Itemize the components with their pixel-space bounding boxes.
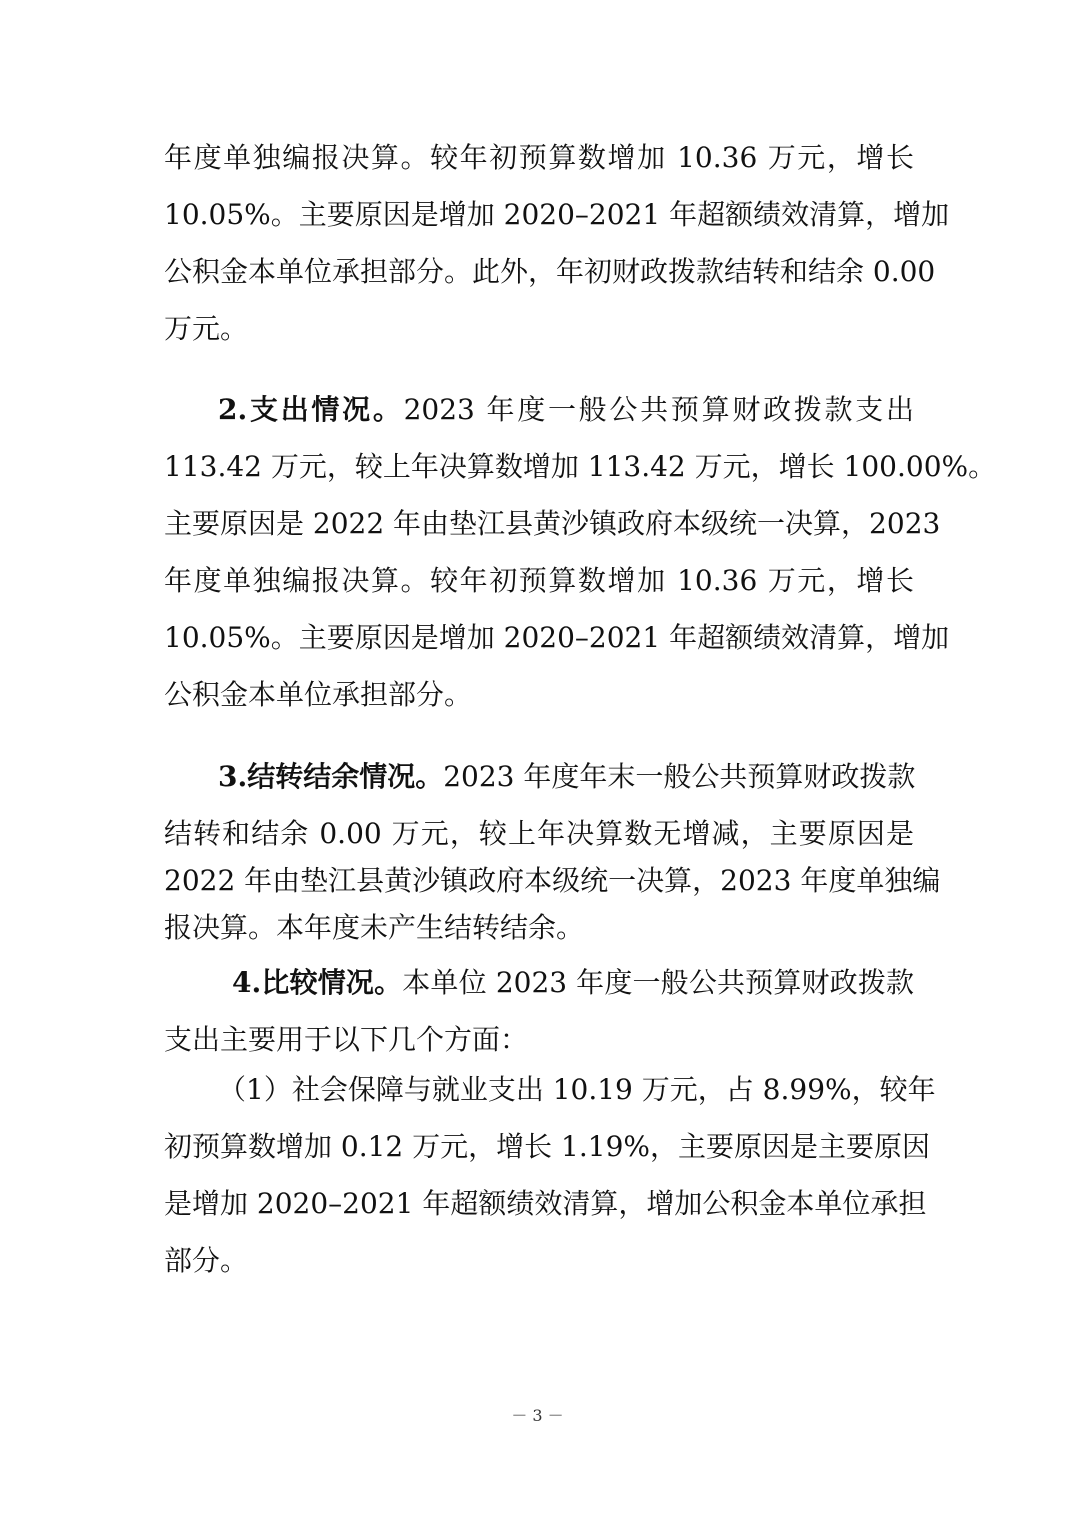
section-3-heading: 3.结转结余情况。 xyxy=(218,760,444,793)
paragraph-line: 年度单独编报决算。较年初预算数增加 10.36 万元，增长 xyxy=(164,141,914,174)
page-number: － 3 － xyxy=(511,1406,564,1425)
paragraph-line: 113.42 万元，较上年决算数增加 113.42 万元，增长 100.00%。 xyxy=(164,450,997,483)
paragraph-line: 万元。 xyxy=(164,312,249,345)
paragraph-line: 年度单独编报决算。较年初预算数增加 10.36 万元，增长 xyxy=(164,564,914,597)
paragraph-line: 10.05%。主要原因是增加 2020–2021 年超额绩效清算，增加 xyxy=(164,198,950,231)
paragraph-line: 公积金本单位承担部分。此外，年初财政拨款结转和结余 0.00 xyxy=(164,255,936,288)
paragraph-line: 报决算。本年度未产生结转结余。 xyxy=(164,911,585,944)
paragraph-line: 主要原因是 2022 年由垫江县黄沙镇政府本级统一决算，2023 xyxy=(164,507,941,540)
paragraph-line: 初预算数增加 0.12 万元，增长 1.19%，主要原因是主要原因 xyxy=(164,1130,930,1163)
section-3-first-line xyxy=(218,757,914,797)
paragraph-line: 是增加 2020–2021 年超额绩效清算，增加公积金本单位承担 xyxy=(164,1187,927,1220)
paragraph-line: 2022 年由垫江县黄沙镇政府本级统一决算，2023 年度单独编 xyxy=(164,864,941,897)
section-4-first-line xyxy=(232,963,914,1003)
paragraph-line: 结转和结余 0.00 万元，较上年决算数无增减，主要原因是 xyxy=(164,817,914,850)
list-item-1-first-line: （1）社会保障与就业支出 10.19 万元，占 8.99%，较年 xyxy=(218,1073,936,1106)
paragraph-line: 公积金本单位承担部分。 xyxy=(164,678,473,711)
paragraph-line: 支出主要用于以下几个方面： xyxy=(164,1023,529,1056)
section-2-first-line-text: 2023 年度一般公共预算财政拨款支出 xyxy=(403,393,914,426)
paragraph-line: 部分。 xyxy=(164,1244,249,1277)
section-4-heading: 4.比较情况。 xyxy=(232,966,403,999)
section-2-heading: 2.支出情况。 xyxy=(218,393,404,426)
section-3-first-line-text: 2023 年度年末一般公共预算财政拨款 xyxy=(443,760,916,793)
section-2-first-line xyxy=(218,390,914,430)
paragraph-line: 10.05%。主要原因是增加 2020–2021 年超额绩效清算，增加 xyxy=(164,621,950,654)
section-4-first-line-text: 本单位 2023 年度一般公共预算财政拨款 xyxy=(402,966,915,999)
